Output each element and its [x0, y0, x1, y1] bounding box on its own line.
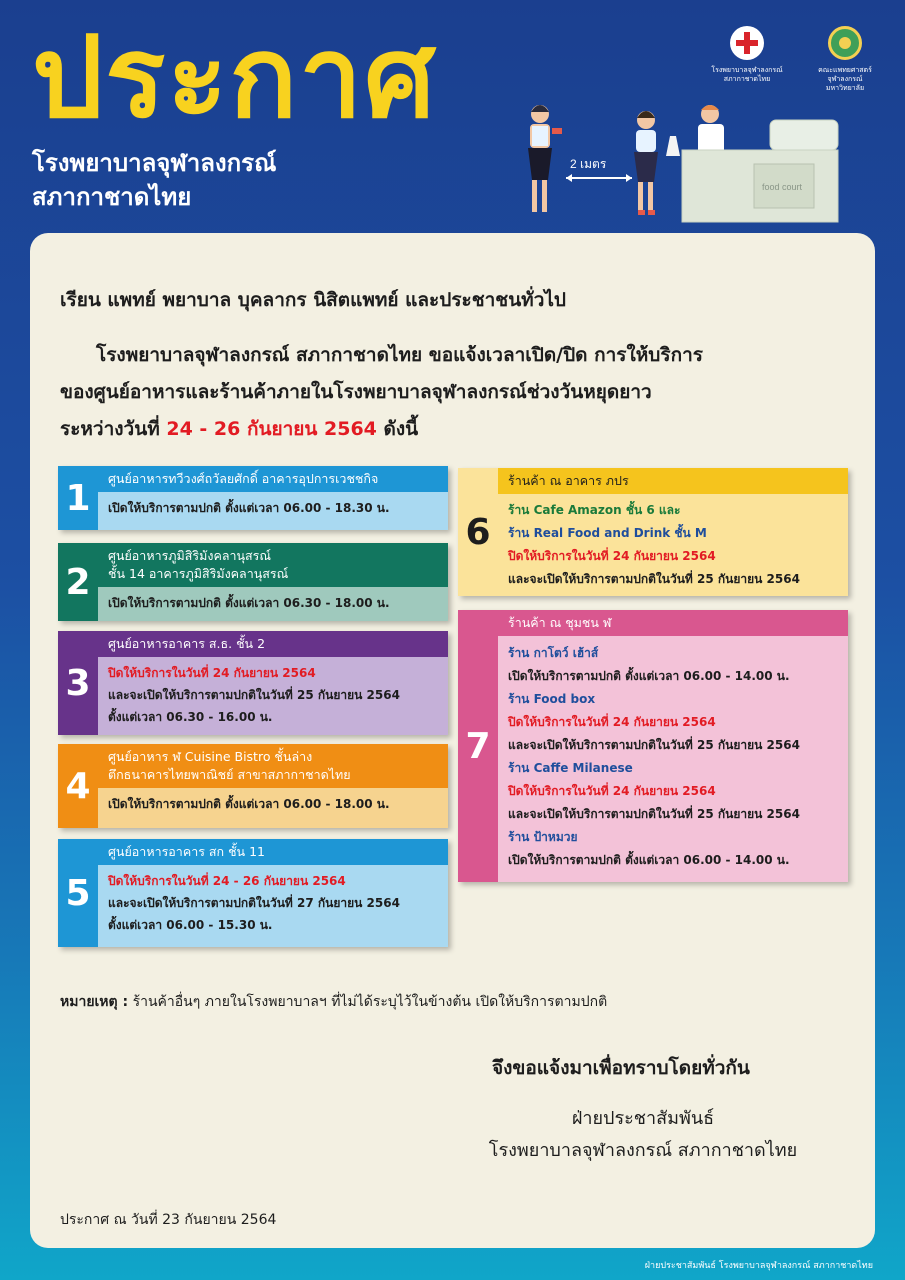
closure-notice: ปิดให้บริการในวันที่ 24 กันยายน 2564: [108, 666, 316, 680]
venue-box-7: [458, 610, 848, 882]
shop-name: ร้าน Food box: [508, 692, 596, 706]
announcement-title: ประกาศ: [32, 13, 438, 143]
hours-notice: ตั้งแต่เวลา 06.00 - 15.30 น.: [108, 918, 273, 932]
closure-notice: ปิดให้บริการในวันที่ 24 กันยายน 2564: [508, 715, 716, 729]
hours-notice: เปิดให้บริการตามปกติ ตั้งแต่เวลา 06.00 - 14.00 น.: [508, 669, 790, 683]
venue-number: 1: [58, 466, 98, 530]
subtitle-line2: สภากาชาดไทย: [32, 183, 192, 211]
intro-line3-prefix: ระหว่างวันที่: [60, 418, 160, 440]
greeting: เรียน แพทย์ พยาบาล บุคลากร นิสิตแพทย์ และประชาชนทั่วไป: [60, 289, 566, 311]
remark-text: ร้านค้าอื่นๆ ภายในโรงพยาบาลฯ ที่ไม่ได้ระบุไว้ในข้างต้น เปิดให้บริการตามปกติ: [132, 994, 608, 1010]
signer-block: [463, 1103, 823, 1167]
venue-hours: เปิดให้บริการตามปกติ ตั้งแต่เวลา 06.00 - 18.00 น.: [98, 788, 448, 828]
announcement-card: [30, 233, 875, 1248]
closure-notice: ปิดให้บริการในวันที่ 24 กันยายน 2564: [508, 784, 716, 798]
signer-org: โรงพยาบาลจุฬาลงกรณ์ สภากาชาดไทย: [488, 1140, 798, 1161]
announcement-date: ประกาศ ณ วันที่ 23 กันยายน 2564: [60, 1212, 277, 1228]
venue-number: 3: [58, 631, 98, 735]
closing-line: จึงขอแจ้งมาเพื่อทราบโดยทั่วกัน: [492, 1057, 750, 1079]
hospital-subtitle: [32, 146, 276, 214]
venue-hours: เปิดให้บริการตามปกติ ตั้งแต่เวลา 06.30 - 18.00 น.: [98, 587, 448, 621]
shop-name: ร้าน Cafe Amazon ชั้น 6 และ: [508, 503, 681, 517]
closure-notice: ปิดให้บริการในวันที่ 24 กันยายน 2564: [508, 549, 716, 563]
intro-paragraph: [60, 337, 860, 448]
venue-title: ร้านค้า ณ ชุมชน ฬ: [498, 610, 848, 636]
venue-title: ศูนย์อาหารทวีวงศ์ถวัลยศักดิ์ อาคารอุปการเวชชกิจ: [98, 466, 448, 492]
venue-hours: เปิดให้บริการตามปกติ ตั้งแต่เวลา 06.00 - 18.30 น.: [98, 492, 448, 530]
shop-name: ร้าน Caffe Milanese: [508, 761, 633, 775]
venue-number: 4: [58, 744, 98, 828]
venue-hours: [98, 657, 448, 735]
intro-line3: [60, 411, 860, 448]
reopen-notice: และจะเปิดให้บริการตามปกติในวันที่ 25 กันยายน 2564: [508, 572, 800, 586]
footer-credit: ฝ่ายประชาสัมพันธ์ โรงพยาบาลจุฬาลงกรณ์ สภากาชาดไทย: [644, 1261, 873, 1271]
intro-line1: โรงพยาบาลจุฬาลงกรณ์ สภากาชาดไทย ขอแจ้งเวลาเปิด/ปิด การให้บริการ: [96, 344, 703, 366]
venue-title-line2: ชั้น 14 อาคารภูมิสิริมังคลานุสรณ์: [108, 566, 289, 581]
red-cross-logo: [711, 26, 783, 93]
hours-notice: เปิดให้บริการตามปกติ ตั้งแต่เวลา 06.00 - 14.00 น.: [508, 853, 790, 867]
venue-number: 2: [58, 543, 98, 621]
reopen-notice: และจะเปิดให้บริการตามปกติในวันที่ 25 กันยายน 2564: [108, 688, 400, 702]
closure-notice: ปิดให้บริการในวันที่ 24 - 26 กันยายน 2564: [108, 874, 346, 888]
logo2-text: คณะแพทยศาสตร์ จุฬาลงกรณ์มหาวิทยาลัย: [818, 66, 872, 92]
emblem-icon: [828, 26, 862, 60]
venue-number: 5: [58, 839, 98, 947]
faculty-logo: [809, 26, 881, 93]
venue-title: [98, 744, 448, 788]
hours-notice: ตั้งแต่เวลา 06.30 - 16.00 น.: [108, 710, 273, 724]
venue-hours: [98, 865, 448, 947]
intro-dates: 24 - 26 กันยายน 2564: [166, 418, 377, 440]
venue-hours: [498, 494, 848, 596]
shop-name: ร้าน ป้าหมวย: [508, 830, 578, 844]
venue-number: 6: [458, 468, 498, 596]
logo1-text: โรงพยาบาลจุฬาลงกรณ์ สภากาชาดไทย: [711, 66, 783, 83]
shop-name: ร้าน กาโตว์ เฮ้าส์: [508, 646, 599, 660]
venue-title: ศูนย์อาหารอาคาร สก ชั้น 11: [98, 839, 448, 865]
venue-title-line2: ตึกธนาคารไทยพาณิชย์ สาขาสภากาชาดไทย: [108, 767, 351, 782]
reopen-notice: และจะเปิดให้บริการตามปกติในวันที่ 25 กันยายน 2564: [508, 738, 800, 752]
counter-sign: food court: [762, 182, 803, 192]
venue-box-2: [58, 543, 448, 621]
reopen-notice: และจะเปิดให้บริการตามปกติในวันที่ 25 กันยายน 2564: [508, 807, 800, 821]
intro-line2: ของศูนย์อาหารและร้านค้าภายในโรงพยาบาลจุฬาลงกรณ์ช่วงวันหยุดยาว: [60, 381, 652, 403]
distance-label: 2 เมตร: [570, 157, 607, 171]
shop-name: ร้าน Real Food and Drink ชั้น M: [508, 526, 707, 540]
venue-box-6: [458, 468, 848, 596]
venue-title: ศูนย์อาหารอาคาร ส.ธ. ชั้น 2: [98, 631, 448, 657]
red-cross-icon: [730, 26, 764, 60]
venue-box-4: [58, 744, 448, 828]
signer-dept: ฝ่ายประชาสัมพันธ์: [571, 1108, 715, 1129]
remark: [60, 991, 607, 1013]
venue-box-5: [58, 839, 448, 947]
reopen-notice: และจะเปิดให้บริการตามปกติในวันที่ 27 กันยายน 2564: [108, 896, 400, 910]
venue-title: [98, 543, 448, 587]
venue-title-line1: ศูนย์อาหาร ฬ Cuisine Bistro ชั้นล่าง: [108, 749, 313, 764]
venue-hours: [498, 636, 848, 882]
venue-number: 7: [458, 610, 498, 882]
logos: [711, 26, 881, 93]
social-distance-illustration: [510, 100, 850, 226]
intro-line3-suffix: ดังนี้: [383, 418, 419, 440]
venue-box-3: [58, 631, 448, 735]
remark-label: หมายเหตุ :: [60, 994, 129, 1010]
venue-title-line1: ศูนย์อาหารภูมิสิริมังคลานุสรณ์: [108, 548, 271, 563]
venue-box-1: [58, 466, 448, 530]
venue-title: ร้านค้า ณ อาคาร ภปร: [498, 468, 848, 494]
subtitle-line1: โรงพยาบาลจุฬาลงกรณ์: [32, 149, 277, 177]
